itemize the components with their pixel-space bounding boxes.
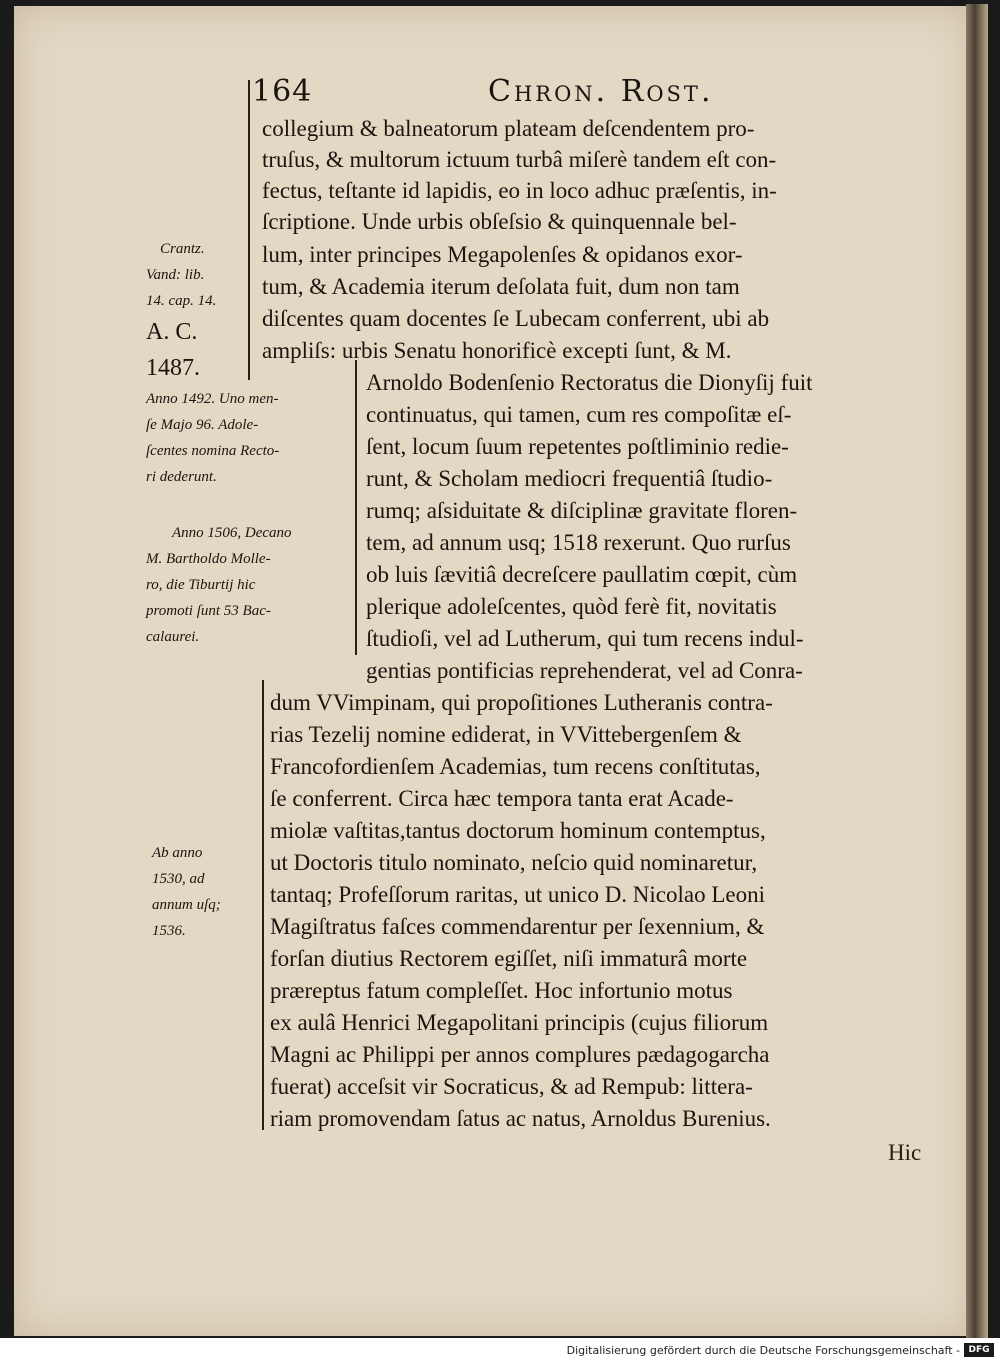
text-line: Magni ac Philippi per annos complures pædagogarcha [270,1042,770,1067]
margin-note-1506: promoti ſunt 53 Bac- [146,603,271,619]
margin-note-crantz: Crantz. [160,241,205,257]
text-line: tem, ad annum usq; 1518 rexerunt. Quo rurſus [366,530,791,555]
text-line: tantaq; Profeſſorum raritas, ut unico D. Nicolao Leoni [270,882,766,907]
text-line: lum, inter principes Megapolenſes & opidanos exor- [262,242,743,267]
margin-rule-upper [248,80,250,380]
text-line: ſtudioſi, vel ad Lutherum, qui tum recens indul- [366,626,804,651]
text-line: forſan diutius Rectorem egiſſet, niſi immaturâ morte [270,946,748,971]
text-line: runt, & Scholam mediocri frequentiâ ſtudio- [366,466,773,491]
margin-note-1506: calaurei. [146,629,200,645]
text-line: miolæ vaſtitas,tantus doctorum hominum contemptus, [270,818,766,843]
page-number: 164 [252,74,313,109]
margin-note-crantz: Vand: lib. [146,267,205,283]
margin-note-1530: Ab anno [152,845,203,861]
margin-note-1492: ſe Majo 96. Adole- [146,417,259,433]
text-line: continuatus, qui tamen, cum res compoſitæ eſ- [366,402,792,427]
dfg-logo-icon: DFG [964,1343,994,1357]
footer-credit: Digitalisierung gefördert durch die Deutsche Forschungsgemeinschaft - [566,1344,960,1357]
text-line: riam promovendam ſatus ac natus, Arnoldus Burenius. [270,1106,771,1131]
text-line: Arnoldo Bodenſenio Rectoratus die Dionyſij fuit [366,370,813,395]
text-line: rias Tezelij nomine ediderat, in VVittebergenſem & [270,722,742,747]
text-line: collegium & balneatorum plateam deſcendentem pro- [262,116,755,141]
margin-rule-middle [355,360,357,655]
text-line: ampliſs: urbis Senatu honorificè excepti ſunt, & M. [262,338,732,363]
text-line: præreptus fatum compleſſet. Hoc infortunio motus [270,978,733,1003]
text-line: Francofordienſem Academias, tum recens conſtitutas, [270,754,761,779]
footer-bar [0,1338,1000,1364]
margin-note-1506: ro, die Tiburtij hic [146,577,256,593]
text-line: ex aulâ Henrici Megapolitani principis (cujus filiorum [270,1010,769,1035]
text-line: tum, & Academia iterum deſolata fuit, dum non tam [262,274,740,299]
text-line: truſus, & multorum ictuum turbâ miſerè tandem eſt con- [262,147,777,172]
text-line: Magiſtratus faſces commendarentur per ſexennium, & [270,914,765,939]
margin-note-year: 1487. [146,355,200,381]
text-line: plerique adoleſcentes, quòd ferè fit, novitatis [366,594,777,619]
catchword: Hic [888,1140,922,1165]
margin-note-1530: annum uſq; [152,897,221,913]
text-line: fectus, teſtante id lapidis, eo in loco adhuc præſentis, in- [262,178,777,203]
text-line: ſent, locum ſuum repetentes poſtliminio redie- [366,434,789,459]
book-edge [966,4,988,1338]
text-line: gentias pontificias reprehenderat, vel ad Conra- [366,658,803,683]
margin-note-1492: ri dederunt. [146,469,217,485]
margin-note-1530: 1530, ad [152,871,205,887]
text-line: ſcriptione. Unde urbis obſeſsio & quinquennale bel- [262,209,737,234]
margin-note-crantz: 14. cap. 14. [146,293,217,309]
margin-note-1506: M. Bartholdo Molle- [146,551,271,567]
text-line: rumq; aſsiduitate & diſciplinæ gravitate floren- [366,498,798,523]
text-line: dum VVimpinam, qui propoſitiones Lutheranis contra- [270,690,773,715]
margin-note-1492: Anno 1492. Uno men- [146,391,279,407]
margin-rule-lower [262,680,264,1130]
text-line: ob luis ſævitiâ decreſcere paullatim cœpit, cùm [366,562,798,587]
text-line: ut Doctoris titulo nominato, neſcio quid nominaretur, [270,850,758,875]
margin-note-1506: Anno 1506, Decano [172,525,292,541]
text-line: diſcentes quam docentes ſe Lubecam conferrent, ubi ab [262,306,770,331]
page-header [250,70,950,114]
text-line: ſe conferrent. Circa hæc tempora tanta erat Acade- [270,786,734,811]
text-line: fuerat) acceſsit vir Socraticus, & ad Rempub: littera- [270,1074,753,1099]
margin-note-year: A. C. [146,319,198,345]
margin-note-1492: ſcentes nomina Recto- [146,443,280,459]
margin-note-1530: 1536. [152,923,186,939]
running-title: Chron. Rost. [488,74,714,109]
